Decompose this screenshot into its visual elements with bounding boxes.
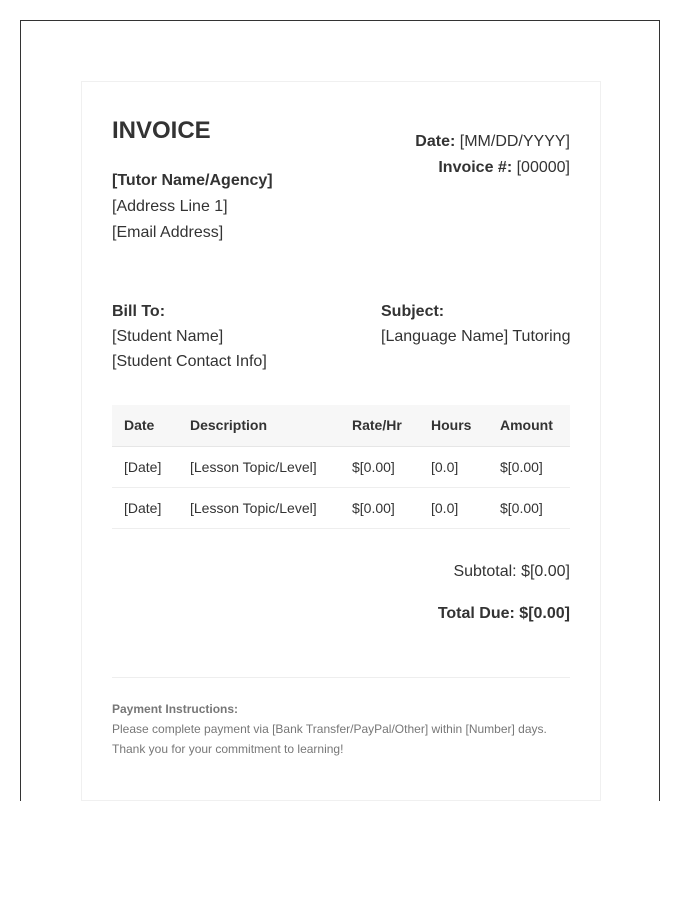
tutor-info	[112, 168, 273, 246]
totals	[438, 561, 570, 625]
total-due-label: Total Due:	[437, 605, 515, 622]
tutor-email: [Email Address]	[112, 224, 224, 241]
header-amount: Amount	[488, 405, 570, 446]
student-contact: [Student Contact Info]	[112, 353, 267, 370]
tutor-name: [Tutor Name/Agency]	[112, 172, 273, 189]
subject	[381, 299, 570, 349]
table-row	[112, 487, 570, 528]
subject-label: Subject:	[381, 303, 445, 320]
invoice-number-value: [00000]	[516, 159, 570, 176]
cell-date: [Date]	[112, 487, 178, 528]
bill-to-label: Bill To:	[112, 303, 166, 320]
header-date: Date	[112, 405, 178, 446]
total-due-value: $[0.00]	[519, 605, 570, 622]
tutor-address: [Address Line 1]	[112, 198, 228, 215]
cell-rate: $[0.00]	[340, 487, 419, 528]
cell-hours: [0.0]	[419, 487, 488, 528]
payment-instructions	[112, 699, 547, 759]
student-name: [Student Name]	[112, 328, 224, 345]
total-due-line	[438, 603, 570, 625]
subject-value: [Language Name] Tutoring	[381, 328, 571, 345]
cell-rate: $[0.00]	[340, 446, 419, 487]
header-description: Description	[178, 405, 340, 446]
table-header-row	[112, 405, 570, 446]
invoice-number-line	[415, 155, 570, 181]
header-rate: Rate/Hr	[340, 405, 419, 446]
cell-description: [Lesson Topic/Level]	[178, 487, 340, 528]
invoice-date-line	[415, 129, 570, 155]
subtotal-value: $[0.00]	[521, 563, 570, 580]
invoice-meta	[415, 129, 570, 181]
subtotal-line	[438, 561, 570, 583]
table-row	[112, 446, 570, 487]
invoice-title: INVOICE	[112, 117, 211, 144]
bill-to	[112, 299, 267, 374]
cell-hours: [0.0]	[419, 446, 488, 487]
cell-date: [Date]	[112, 446, 178, 487]
subtotal-label: Subtotal:	[453, 563, 517, 580]
invoice-date-label: Date:	[415, 133, 456, 150]
cell-amount: $[0.00]	[488, 446, 570, 487]
line-items-table	[112, 405, 570, 529]
invoice-number-label: Invoice #:	[438, 159, 513, 176]
payment-instructions-text: Please complete payment via [Bank Transfer/PayPal/Other] within [Number] days.	[112, 722, 547, 736]
cell-description: [Lesson Topic/Level]	[178, 446, 340, 487]
invoice-date-value: [MM/DD/YYYY]	[459, 133, 570, 150]
cell-amount: $[0.00]	[488, 487, 570, 528]
thank-you-text: Thank you for your commitment to learning!	[112, 742, 344, 756]
header-hours: Hours	[419, 405, 488, 446]
footer-divider	[112, 677, 570, 678]
payment-instructions-label: Payment Instructions:	[112, 702, 239, 716]
